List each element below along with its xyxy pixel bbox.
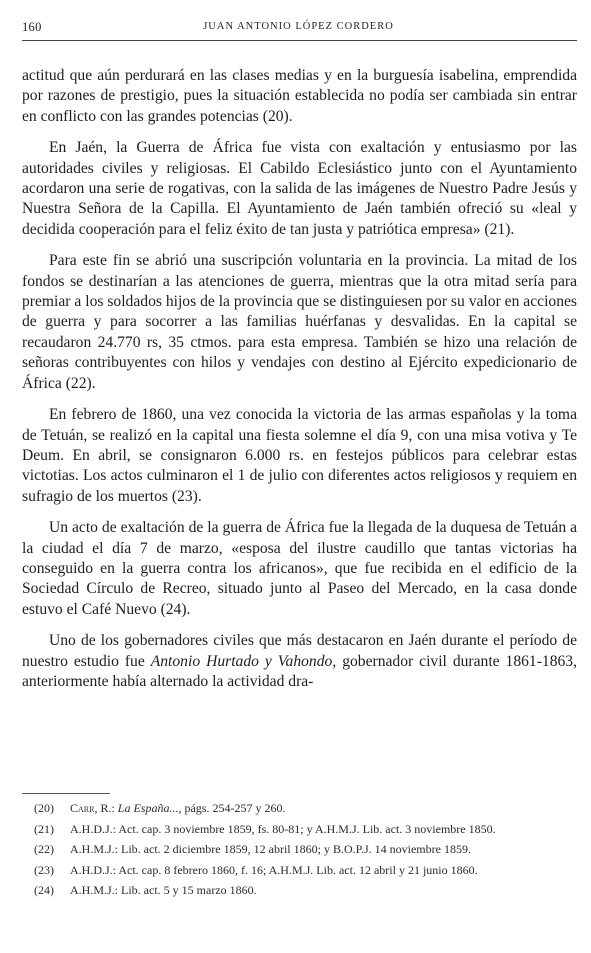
footnote-22 — [22, 842, 577, 858]
footnote-text: A.H.D.J.: Act. cap. 3 noviembre 1859, fs. 80-81; y A.H.M.J. Lib. act. 3 noviembre 1850. — [70, 821, 496, 836]
paragraph-6-end: gobernador civil durante 1861-1863, anteriormente había alternado la actividad dra- — [22, 652, 578, 690]
footnote-text: A.H.M.J.: Lib. act. 2 diciembre 1859, 12 abril 1860; y B.O.P.J. 14 noviembre 1859. — [70, 842, 471, 856]
footnote-number: (21) — [34, 821, 54, 836]
paragraph-6-start: Uno de los gobernadores civiles que más destacaron en Jaén durante el período de nuestro estudio fue — [22, 632, 577, 670]
governor-name: Antonio Hurtado y Vahondo, — [150, 652, 337, 670]
footnote-23 — [22, 863, 577, 879]
paragraph-6 — [22, 631, 577, 692]
footnote-title: La España..., — [117, 801, 182, 815]
paragraph-5: Un acto de exaltación de la guerra de África fue la llegada de la duquesa de Tetuán a la ciudad el día 7 de marzo, «esposa del ilustre caudillo que tantas victorias ha conseguido en la guerra contra los africanos», que fue recibida en el edificio de la Sociedad Círculo de Recreo, situado junto al Paseo del Mercado, en la casa donde estuvo el Café Nuevo (24). — [22, 519, 577, 618]
running-title: JUAN ANTONIO LÓPEZ CORDERO — [203, 21, 394, 32]
footnote-20 — [22, 801, 577, 817]
footnote-text: págs. 254-257 y 260. — [184, 801, 286, 815]
paragraph-4: En febrero de 1860, una vez conocida la victoria de las armas españolas y la toma de Tetuán, se realizó en la capital una fiesta solemne el día 9, con una misa votiva y Te Deum. En abril, se consignaron 6.000 rs. en festejos públicos para celebrar estas victotias. Los actos culminaron el 1 de julio con diferentes actos religiosos y requiem en sufragio de los muertos (23). — [22, 406, 577, 505]
footnote-text: A.H.D.J.: Act. cap. 8 febrero 1860, f. 16; A.H.M.J. Lib. act. 12 abril y 21 junio 1860. — [70, 862, 478, 877]
body-text — [22, 66, 577, 703]
running-head — [22, 20, 575, 38]
footnote-author: Carr, R.: — [70, 801, 115, 815]
footnote-21 — [22, 822, 577, 838]
footnote-rule — [22, 793, 110, 794]
footnote-text: A.H.M.J.: Lib. act. 5 y 15 marzo 1860. — [70, 883, 257, 897]
paragraph-1: actitud que aún perdurará en las clases medias y en la burguesía isabelina, emprendida por razones de prestigio, pues la situación establecida no podía ser cambiada sin entrar en conflicto con las grandes potencias (20). — [22, 67, 577, 125]
paragraph-3: Para este fin se abrió una suscripción voluntaria en la provincia. La mitad de los fondos se destinarían a las atenciones de guerra, mientras que la otra mitad sería para premiar a los soldados hijos de la provincia que se distinguiesen por su valor en acciones de guerra y para socorrer a las familias huérfanas y desvalidas. En la capital se recaudaron 24.770 rs, 35 ctmos. para esta empresa. También se hizo una relación de señoras contribuyentes con hilos y vendajes con destino al Ejército expedicionario de África (22). — [22, 252, 577, 392]
header-rule — [22, 40, 577, 41]
footnote-number: (22) — [34, 842, 54, 856]
footnote-number: (23) — [34, 862, 54, 877]
paragraph-2: En Jaén, la Guerra de África fue vista con exaltación y entusiasmo por las autoridades civiles y religiosas. El Cabildo Eclesiástico junto con el Ayuntamiento acordaron una serie de rogativas, con la salida de las imágenes de Nuestro Padre Jesús y Nuestra Señora de la Capilla. El Ayuntamiento de Jaén también ofreció su «leal y decidida cooperación para el feliz éxito de tan justa y patriótica empresa» (21). — [22, 139, 577, 238]
footnote-number: (20) — [34, 801, 54, 815]
footnotes — [22, 801, 577, 904]
page-number: 160 — [22, 20, 42, 34]
footnote-number: (24) — [34, 883, 54, 897]
footnote-24 — [22, 883, 577, 899]
